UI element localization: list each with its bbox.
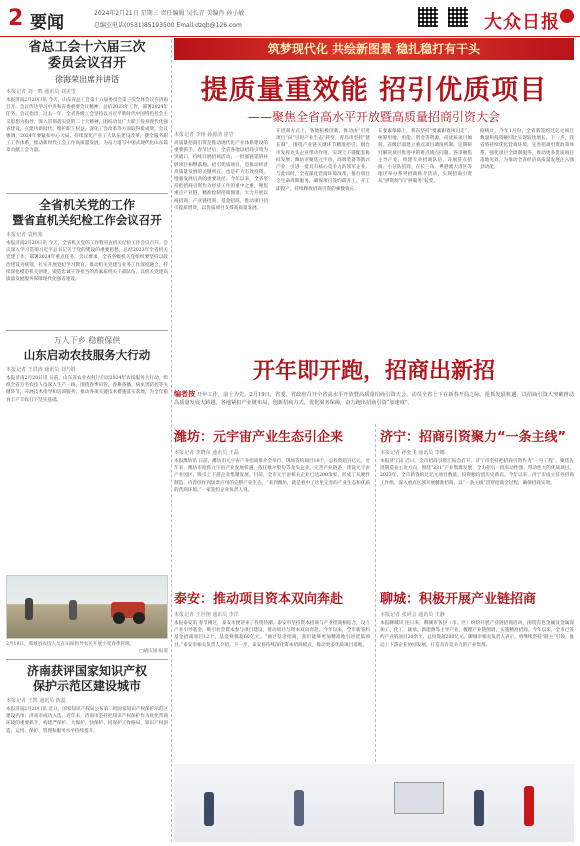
column-text: 在要素保障上，我省坚持“要素跟着项目走”，统筹用地、用能、资金等资源，向优质项目倾斜。省级层面建立重点项目调度机制，定期研究解决项目推进中的难点堵点问题。各市聚焦主导产业，组建专业招商队伍，开展驻点招商、小分队招商，在长三角、粤港澳大湾区等地区举办系列招商推介活动，实现招商引资从“拼资源”向“拼服务”转变。 [378,129,472,185]
byline: 本报记者 孙亚飞 通讯员 李娜 [380,450,445,456]
farmer-figure [69,600,77,620]
article-body: 本报济南2月20日讯 日前，山东省农业农村厅启动2024年农技服务大行动，组织全省万名农技人员深入生产一线，围绕春季田管、春耕备播、病虫害防控等关键环节，开展技术指导和培训服务，推动各项关键技术措施落实落地，为全年粮食丰产丰收打下坚实基础。 [6,376,168,403]
feature-column [378,128,472,350]
article-body: 本报聊城讯 连日来，聊城市各县（市、区）纷纷开展产业链招商活动，围绕有色金属及金属深加工、化工、轴承、新能源等主导产业，梳理产业链图谱，实施精准招商。今年以来，全市已签约产业链项目30余个，总投资超200亿元。聊城市相关负责人表示，将继续坚持“链主”引领，推动上下游企业协同发展，打造具有竞争力的产业集群。 [380,621,574,648]
taian-title: 泰安：推动项目资本双向奔赴 [174,592,344,607]
article-kicker: 万人下乡 稳粮保供 [53,336,121,345]
column-text: 在招商方式上，各地积极创新，推动由“引进项目”向“引进产业生态”转变。青岛市坚持“链长制”，围绕产业链关键环节精准招引；烟台市发挥龙头企业带动作用，实现上下游配套协同发展；潍坊市聚焦元宇宙、高端装备等新兴产业，引进一批具有核心竞争力的领军企业。与此同时，全省深化营商环境改革，推行项目全生命周期服务，确保项目签约即开工、开工即投产，持续释放招商引资的乘数效应。 [276,129,370,192]
feature-column [480,128,574,350]
jining-title: 济宁：招商引资聚力“一条主线” [380,430,567,445]
article-title: 济南获评国家知识产权 [26,664,147,678]
column-text: 据统计，今年1月份，全省新签约过亿元项目数量和投资额同比实现较快增长。下一步，我省将持续优化营商环境，完善招商引资政策体系，强化项目全周期服务，推动更多优质项目落地见效，为推动全省经济高质量发展注入强劲动能。 [480,129,574,171]
tractor-wheel [133,612,145,624]
page-header [0,0,580,37]
article-title: 保护示范区建设城市 [32,679,141,693]
liaocheng-title: 聊城：积极开展产业链招商 [380,592,537,607]
editor-note-tag: 编者按 [174,390,196,398]
paper-logo: 大众日报 [484,12,560,33]
tractor-wheel [113,612,125,624]
farmer-figure [25,598,33,620]
column-separator [171,40,172,842]
qr-code-icon [418,7,438,27]
section-headline: 开年即开跑，招商出新招 [252,359,495,384]
article-subtitle: 徐海荣出席并讲话 [55,75,119,84]
byline: 本报记者 李杨 孙源清 崔岩 [174,132,234,138]
section-title: 要闻 [30,13,64,33]
liaocheng-article [380,608,574,758]
article-title: 全省机关党的工作 [38,198,135,212]
article-body: 本报潍坊讯 日前，潍坊市元宇宙产业招商推介会举行，现场签约项目18个，总投资超百亿元。近年来，潍坊市抢抓元宇宙产业发展机遇，依托歌尔股份等龙头企业，完善产业链条，建设元宇宙产业园区，吸引上下游企业集聚发展。目前，全市元宇宙相关企业已达200余家，形成了从硬件制造、内容创作到场景应用的完整产业生态。“来到潍坊，就是看中了这里完善的产业生态和优质的营商环境。”一家签约企业负责人说。 [174,459,370,493]
feature-column [276,128,370,350]
editor-note-text: 开年工作，前十为先。2月19日，省委、省政府召开全省高水平开放暨高质量招商引资大会，动员全省上下在新春开局之际，抢抓发展机遇，以招商引资大突破推动高质量发展大跨越。各地紧扣产业链布局，创新招商方式，优化服务保障，奋力跑出招商引资“加速度”。 [174,392,574,406]
photo-credit: □胡庆国 报道 [139,649,168,654]
photo-caption: 2月19日，郯城县农技人员在田间指导农民开展小麦春季管理。 [6,642,135,647]
weifang-article [174,446,370,584]
article-body: 本报济南2月20日讯 近日，国家知识产权局公布第二批国家知识产权保护示范区建设名单，济南市成功入选。近年来，济南市坚持把知识产权保护作为优化营商环境的重要抓手，构建严保护、大保护、快保护、同保护工作格局，知识产权创造、运用、保护、管理和服务水平持续提升。 [6,707,168,734]
article-title: 委员会议召开 [47,56,126,71]
divider [6,193,168,194]
person-figure [524,786,534,826]
byline: 本报记者 刘一鸣 通讯员 刘美雪 [6,89,76,95]
date-line: 2024年2月21日 星期三 责任编辑 吴长青 美编肖 孙小敏 [94,10,245,17]
byline: 本报记者 张同会 通讯员 王静 [380,612,445,618]
byline: 本报记者 王凯 通讯员 陈蕊 [6,698,66,704]
article-title: 山东启动农技服务大行动 [23,348,151,362]
laptop-figure [394,782,444,814]
column-text: 高质量招商引资是推动现代化产业体系建设的重要抓手。春节过后，全省各地以招商引资为突破口，持续开展招商活动，一批强链延链补链项目相继落地。招引优质项目，是推动经济高质量发展的关键所在，也是扩大有效投资、增强发展后劲的重要途径。今年以来，全省坚持把招商引资作为经济工作的重中之重，聚焦重点产业链，精准绘制招商图谱，大力开展以商招商、产业链招商、基金招商，推动项目招引提质增效，以优质项目支撑高质量发展。 [174,141,268,211]
jining-article [380,446,574,584]
business-illustration [174,764,574,842]
person-figure [294,790,304,826]
byline: 本报记者 袁秋寒 [6,232,43,238]
article-body: 本报济宁讯 近日，全市招商引资汇报会召开，济宁市坚持把招商引资作为“一号工程”，聚焦先进制造业主攻方向，围绕“231”产业集群发展，全力招引一批牵动性强、带动性大的优质项目。2023年，全市新签约过亿元项目数量、投资额均创历史新高。今年以来，济宁市成立驻外招商工作组，深入重点区域开展精准招商，以“一条主线”贯穿招商全过程，确保招商实效。 [380,459,574,486]
editor-note [174,390,574,418]
feature-headline: 提质量重效能 招引优质项目 [200,75,548,106]
contact-line: 总编室电话(0531)85193500 Email:dzqb@126.com [94,22,242,29]
article-title: 暨省直机关纪检工作会议召开 [12,213,162,227]
feature-subheadline: ——聚焦全省高水平开放暨高质量招商引资大会 [247,110,500,124]
byline: 本报记者 王世翔 通讯员 李洋 [174,612,239,618]
main-feature [174,38,574,844]
person-figure [204,792,214,826]
article-body: 本报济南2月20日讯 今天，山东省总工会第十六届委员会第三次全体会议在济南召开。会议传达学习中央和省委重要会议精神，总结2023年工作，部署2024年任务。会议指出，过去一年，全省各级工会坚持以习近平新时代中国特色社会主义思想为指导，深入贯彻落实党的二十大精神，团结动员广大职工投身现代化强省建设，在建功新时代、维护职工权益、深化工会改革等方面取得新成效。会议强调，2024年要紧扣中心大局，持续深化产业工人队伍建设改革，健全服务职工工作体系，推动新时代工会工作高质量发展，为奋力谱写中国式现代化山东篇章贡献工会力量。 [6,98,168,154]
logo-emblem-icon [560,9,574,23]
feature-banner: 筑梦现代化 共绘新图景 稳扎稳打有干头 [174,38,574,60]
article-body: 本报济南2月20日讯 今天，全省机关党的工作暨省直机关纪检工作会议召开。会议深入学习贯彻习近平总书记关于党的建设的重要思想，总结2023年全省机关党建工作，部署2024年重点任务。会议要求，全省各级机关党组织要坚持以政治建设为统领，扎实开展党纪学习教育，推动机关党建与业务工作深度融合，持续深化模范机关创建，锻造忠诚干净担当的高素质机关干部队伍，以机关党建高质量发展服务保障现代化强省建设。 [6,241,168,283]
weifang-title: 潍坊：元宇宙产业生态引企来 [174,430,344,445]
left-column [6,38,168,844]
qr-code-icon [448,7,468,27]
farm-photo [6,575,168,639]
page-number: 2 [8,6,24,31]
feature-column [174,128,268,350]
divider [6,330,168,331]
feature-columns [174,128,574,350]
article-title: 省总工会十六届三次 [28,40,146,55]
divider [6,659,168,660]
byline: 本报记者 李晓东 通讯员 王磊 [174,450,239,456]
byline: 本报记者 王洪涛 通讯员 刘乃胜 [6,367,76,373]
person-figure [474,790,484,826]
taian-article [174,608,370,758]
article-body: 本报泰安讯 春节刚过，泰安市便迎来了投资热潮。泰安市坚持资本招商与产业招商相结合，设立产业引导基金，吸引社会资本参与项目建设，推动项目与资本双向奔赴。今年以来，全市新签约基金招商项目12个，基金规模超60亿元。“通过基金招商，我们能够更加精准地引进优质项目。”泰安市相关负责人介绍，下一步，泰安将持续深化资本招商模式，推动更多优质项目落地。 [174,621,370,648]
